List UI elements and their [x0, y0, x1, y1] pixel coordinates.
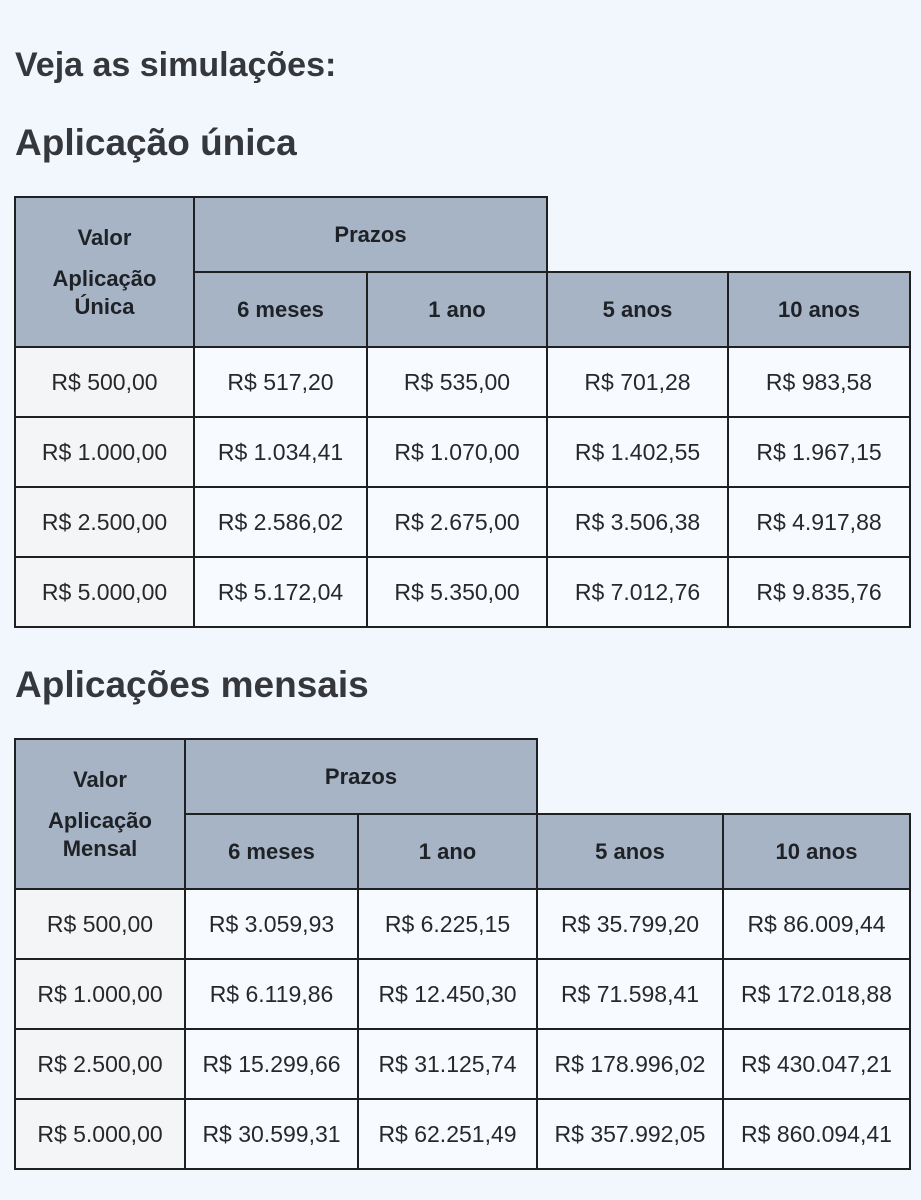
table-row — [15, 557, 910, 627]
table-cell: R$ 2.675,00 — [367, 487, 547, 557]
column-header: 10 anos — [723, 814, 910, 889]
table-cell: R$ 357.992,05 — [537, 1099, 723, 1169]
table-cell: R$ 15.299,66 — [185, 1029, 358, 1099]
row-value-cell: R$ 1.000,00 — [15, 417, 194, 487]
column-header: 1 ano — [358, 814, 537, 889]
section-heading-aplicacoes-mensais: Aplicações mensais — [15, 664, 369, 705]
row-value-cell: R$ 2.500,00 — [15, 487, 194, 557]
table-cell: R$ 535,00 — [367, 347, 547, 417]
table-cell: R$ 860.094,41 — [723, 1099, 910, 1169]
table-cell: R$ 1.034,41 — [194, 417, 367, 487]
table-cell: R$ 9.835,76 — [728, 557, 910, 627]
table-row — [15, 1029, 910, 1099]
table-row — [15, 1099, 910, 1169]
table-cell: R$ 1.070,00 — [367, 417, 547, 487]
table-cell: R$ 178.996,02 — [537, 1029, 723, 1099]
table-cell: R$ 983,58 — [728, 347, 910, 417]
table-cell: R$ 5.172,04 — [194, 557, 367, 627]
header-blank-area — [537, 739, 910, 814]
row-header-valor: Valor — [73, 767, 127, 792]
table-cell: R$ 6.225,15 — [358, 889, 537, 959]
row-header-line2: Mensal — [62, 836, 138, 861]
page-title: Veja as simulações: — [15, 46, 337, 84]
table-cell: R$ 62.251,49 — [358, 1099, 537, 1169]
row-value-cell: R$ 5.000,00 — [15, 557, 194, 627]
table-cell: R$ 12.450,30 — [358, 959, 537, 1029]
column-header: 10 anos — [728, 272, 910, 347]
table-cell: R$ 517,20 — [194, 347, 367, 417]
column-header: 5 anos — [547, 272, 728, 347]
row-header-valor: Valor — [77, 225, 132, 250]
table-cell: R$ 4.917,88 — [728, 487, 910, 557]
row-value-cell: R$ 5.000,00 — [15, 1099, 185, 1169]
table-cell: R$ 430.047,21 — [723, 1029, 910, 1099]
row-value-cell: R$ 1.000,00 — [15, 959, 185, 1029]
table-cell: R$ 5.350,00 — [367, 557, 547, 627]
row-header-line1: Aplicação — [48, 808, 152, 833]
table-cell: R$ 2.586,02 — [194, 487, 367, 557]
column-header: 6 meses — [185, 814, 358, 889]
table-cell: R$ 701,28 — [547, 347, 728, 417]
table-row — [15, 487, 910, 557]
column-header: 5 anos — [537, 814, 723, 889]
table-row — [15, 959, 910, 1029]
row-header-cell — [15, 197, 194, 347]
table-cell: R$ 3.506,38 — [547, 487, 728, 557]
section-heading-aplicacao-unica: Aplicação única — [15, 122, 297, 163]
table-cell: R$ 7.012,76 — [547, 557, 728, 627]
table-row — [15, 889, 910, 959]
table-cell: R$ 30.599,31 — [185, 1099, 358, 1169]
table-cell: R$ 86.009,44 — [723, 889, 910, 959]
row-value-cell: R$ 2.500,00 — [15, 1029, 185, 1099]
row-header-line2: Única — [74, 294, 135, 319]
row-header-line1: Aplicação — [52, 266, 157, 291]
row-header-cell — [15, 739, 185, 889]
simulation-table-aplicacao-unica — [14, 196, 911, 628]
table-cell: R$ 1.402,55 — [547, 417, 728, 487]
table-row — [15, 347, 910, 417]
table-cell: R$ 6.119,86 — [185, 959, 358, 1029]
group-header-prazos: Prazos — [185, 739, 537, 814]
column-header: 6 meses — [194, 272, 367, 347]
row-value-cell: R$ 500,00 — [15, 347, 194, 417]
simulation-table-aplicacoes-mensais — [14, 738, 911, 1170]
table-cell: R$ 31.125,74 — [358, 1029, 537, 1099]
table-cell: R$ 3.059,93 — [185, 889, 358, 959]
table-row — [15, 417, 910, 487]
table-cell: R$ 71.598,41 — [537, 959, 723, 1029]
group-header-prazos: Prazos — [194, 197, 547, 272]
column-header: 1 ano — [367, 272, 547, 347]
table-cell: R$ 1.967,15 — [728, 417, 910, 487]
header-blank-area — [547, 197, 910, 272]
table-cell: R$ 172.018,88 — [723, 959, 910, 1029]
row-value-cell: R$ 500,00 — [15, 889, 185, 959]
table-cell: R$ 35.799,20 — [537, 889, 723, 959]
